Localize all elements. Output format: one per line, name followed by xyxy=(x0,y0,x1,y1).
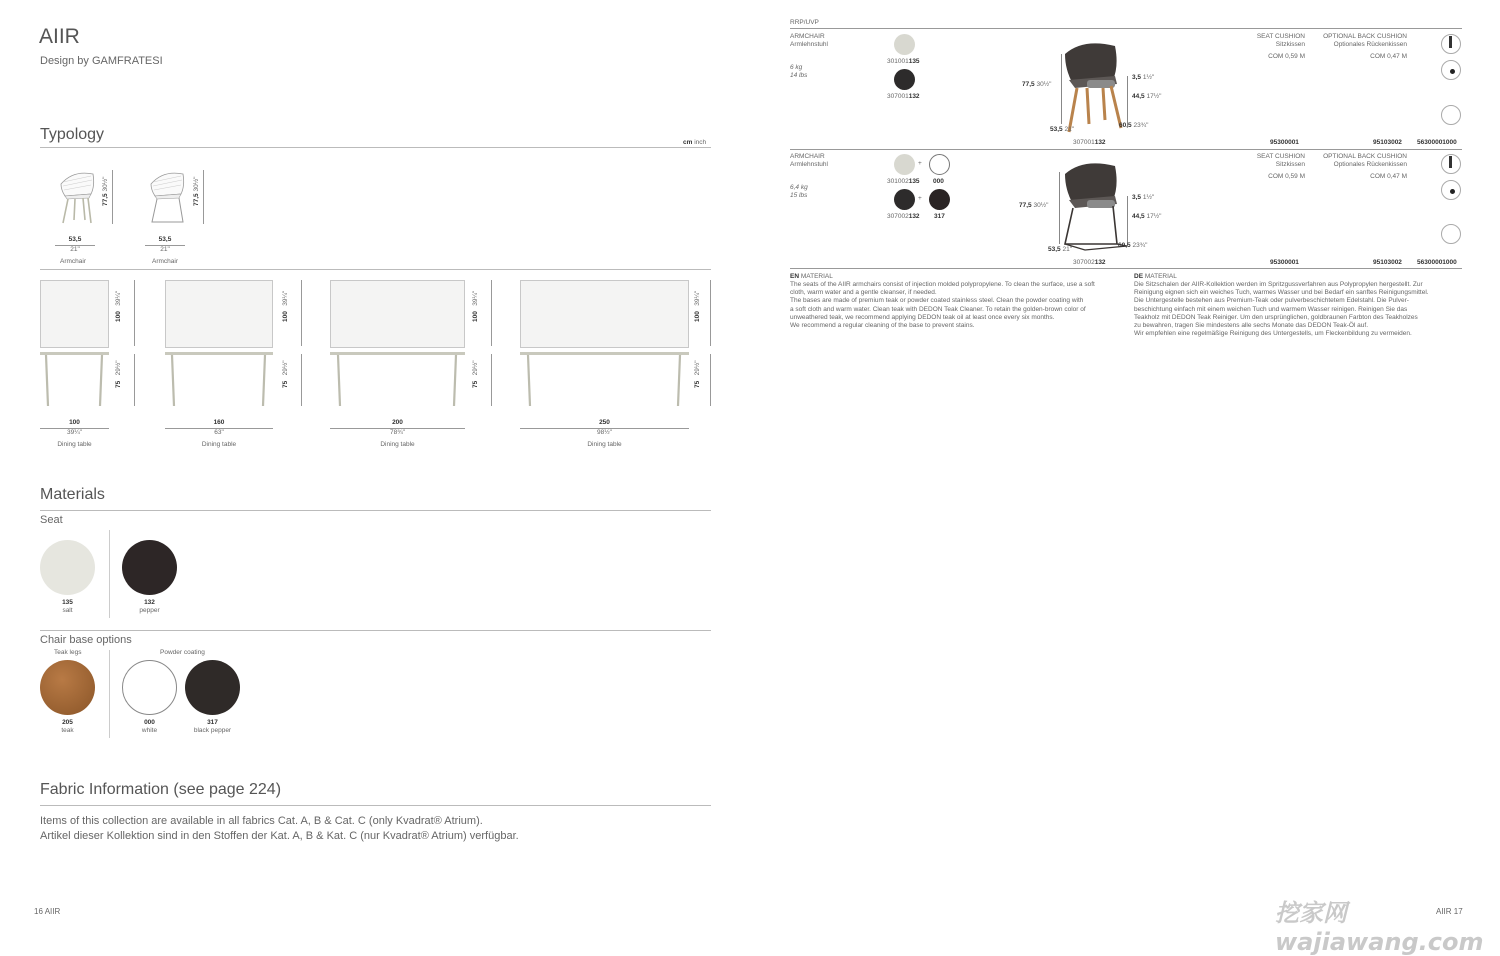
materials-divider xyxy=(40,510,711,511)
p2-swatch-salt xyxy=(894,154,915,175)
material-de: DE MATERIAL Die Sitzschalen der AIIR-Kollektion werden im Spritzgussverfahren aus Polypropylen hergestellt. Zur Reinigung eignen sich ein weiches Tuch, warmes Wasser und bei Bedarf ein sanftes Reinigungsmittel. Die Untergestelle bestehen aus Premium-Teak oder pulverbeschichtetem Edelstahl. Die Pulver- beschichtung einfach mit einem weichen Tuch und warmem Wasser reinigen. Reinigen Sie das Teakholz mit DEDON Teak Reiniger. Um den ursprünglichen, goldbraunen Farbton des Teakholzes zu bewahren, tragen Sie mindestens alle sechs Monate das DEDON Teak-Öl auf. Wir empfehlen eine regelmäßige Reinigung des Untergestells, um Fleckenbildung zu vermeiden. xyxy=(1134,273,1429,337)
page-title: AIIR xyxy=(39,25,80,48)
table4-depth-line xyxy=(710,280,711,346)
p2-dim-height: 77,5 30½" xyxy=(1019,202,1049,209)
designer-credit: Design by GAMFRATESI xyxy=(40,55,163,67)
base-divider xyxy=(40,630,711,631)
table4-top-view xyxy=(520,280,689,348)
p2-back-cushion: OPTIONAL BACK CUSHION Optionales Rückenkissen COM 0,47 M xyxy=(1323,153,1407,181)
p1-dim-height: 77,5 30½" xyxy=(1022,81,1052,88)
p2-swatch-black-pepper xyxy=(929,189,950,210)
care-symbol-icon xyxy=(1441,34,1461,54)
units-label xyxy=(683,139,706,147)
table1-height: 75 29½" xyxy=(115,360,122,388)
p2-height-line xyxy=(1059,172,1060,244)
table3-height: 75 29½" xyxy=(472,360,479,388)
p1-name: ARMCHAIR Armlehnstuhl xyxy=(790,33,828,49)
p1-code2: 307001132 xyxy=(887,93,920,100)
p2-dim-cushion: 3,5 1½" xyxy=(1132,194,1155,201)
table4-label: Dining table xyxy=(587,441,622,448)
table3-depth-line xyxy=(491,280,492,346)
chair2-height: 77,5 30½" xyxy=(193,176,200,206)
table2-height: 75 29½" xyxy=(282,360,289,388)
seat-pepper-label: 132 pepper xyxy=(139,599,160,615)
typology-heading: Typology xyxy=(40,126,105,143)
seat-heading: Seat xyxy=(40,514,63,526)
armchair-sketch-sled xyxy=(145,168,195,226)
p2-swatch-white xyxy=(929,154,950,175)
p1-model-code: 307001132 xyxy=(1073,139,1106,146)
table2-depth: 100 39¼" xyxy=(282,290,289,322)
base-swatch-teak xyxy=(40,660,95,715)
p1-code1: 301001135 xyxy=(887,58,920,65)
fabric-text-en: Items of this collection are available in all fabrics Cat. A, B & Cat. C (only Kvadrat® Atrium). xyxy=(40,815,483,827)
table2-side-view xyxy=(165,352,273,408)
table1-side-view xyxy=(40,352,109,408)
p1-article-2: 95103002 xyxy=(1373,139,1402,146)
table2-label: Dining table xyxy=(201,441,237,448)
base-heading: Chair base options xyxy=(40,634,132,646)
table4-height-line xyxy=(710,354,711,406)
stackable-icon xyxy=(1441,224,1461,244)
table4-side-view xyxy=(520,352,689,408)
armchair-sketch-teak xyxy=(55,168,105,226)
p2-swatch-pepper xyxy=(894,189,915,210)
watermark: 挖家网 wajiawang.com xyxy=(1275,899,1484,956)
chair1-height: 77,5 30½" xyxy=(102,176,109,206)
base-white-label: 000 white xyxy=(141,719,158,735)
p1-seat-line xyxy=(1127,76,1128,126)
table4-width: 250 98½" xyxy=(520,419,689,437)
care-symbol-icon xyxy=(1441,154,1461,174)
p1-dim-depth: 60,5 23¾" xyxy=(1119,122,1149,129)
table2-top-view xyxy=(165,280,273,348)
p2-dim-depth: 60,5 23¾" xyxy=(1118,242,1148,249)
table2-depth-line xyxy=(301,280,302,346)
materials-heading: Materials xyxy=(40,486,105,503)
table3-height-line xyxy=(491,354,492,406)
seat-swatch-pepper xyxy=(122,540,177,595)
p2-name: ARMCHAIR Armlehnstuhl xyxy=(790,153,828,169)
p1-divider xyxy=(790,149,1462,150)
table1-top-view xyxy=(40,280,109,348)
color-dot-icon xyxy=(1441,60,1461,80)
table2-height-line xyxy=(301,354,302,406)
table1-width: 100 39¼" xyxy=(40,419,109,437)
base-teak-label: 205 teak xyxy=(61,719,74,735)
p1-height-line xyxy=(1061,54,1062,124)
footer-left: 16 AIIR xyxy=(34,907,61,916)
p2-seat-line xyxy=(1127,196,1128,246)
p2-article-2: 95103002 xyxy=(1373,259,1402,266)
p1-dim-cushion: 3,5 1½" xyxy=(1132,74,1155,81)
p2-code2b: 317 xyxy=(934,213,945,220)
tables-divider xyxy=(40,269,711,270)
footer-right: AIIR 17 xyxy=(1436,907,1463,916)
table3-width: 200 78¾" xyxy=(330,419,465,437)
p2-plus-1: + xyxy=(918,160,922,167)
chair1-height-line xyxy=(112,170,113,224)
typology-divider xyxy=(40,147,711,148)
chair2-label: Armchair xyxy=(151,258,178,265)
seat-swatch-salt xyxy=(40,540,95,595)
powder-coating-label: Powder coating xyxy=(160,649,205,656)
p2-seat-cushion: SEAT CUSHION Sitzkissen COM 0,59 M xyxy=(1256,153,1305,181)
chair2-height-line xyxy=(203,170,204,224)
table3-depth: 100 39¼" xyxy=(472,290,479,322)
p2-plus-2: + xyxy=(918,195,922,202)
p2-dim-seat: 44,5 17½" xyxy=(1132,213,1162,220)
p2-article-3: 56300001000 xyxy=(1417,259,1457,266)
p2-code1: 301002135 xyxy=(887,178,920,185)
table1-height-line xyxy=(134,354,135,406)
base-swatch-black-pepper xyxy=(185,660,240,715)
seat-separator xyxy=(109,530,110,618)
table4-height: 75 29½" xyxy=(694,360,701,388)
table4-depth: 100 39¼" xyxy=(694,290,701,322)
material-en: EN MATERIAL The seats of the AIIR armchairs consist of injection molded polypropylene. To clean the surface, use a soft cloth, warm water and a gentle cleanser, if needed. The bases are made of premium teak or powder coated stainless steel. Clean the powder coating with a soft cloth and warm water. Clean teak with DEDON Teak Cleaner. To retain the golden-brown color of unweathered teak, we recommend applying DEDON teak oil at least once every six months. We recommend a regular cleaning of the base to prevent stains. xyxy=(790,273,1095,329)
teak-legs-label: Teak legs xyxy=(54,649,82,656)
p1-dim-width: 53,5 21" xyxy=(1050,126,1075,133)
rrp-label: RRP/UVP xyxy=(790,19,819,26)
p2-code2: 307002132 xyxy=(887,213,920,220)
p2-divider xyxy=(790,268,1462,269)
rrp-divider xyxy=(790,28,1462,29)
p2-dim-width: 53,5 21" xyxy=(1048,246,1073,253)
base-separator xyxy=(109,650,110,738)
p1-dim-seat: 44,5 17½" xyxy=(1132,93,1162,100)
table3-top-view xyxy=(330,280,465,348)
table1-depth: 100 39¼" xyxy=(115,290,122,322)
p1-weight: 6 kg 14 lbs xyxy=(790,64,808,80)
table1-label: Dining table xyxy=(57,441,92,448)
p1-swatch-salt xyxy=(894,34,915,55)
p1-seat-cushion: SEAT CUSHION Sitzkissen COM 0,59 M xyxy=(1256,33,1305,61)
chair2-width: 53,5 21" xyxy=(145,236,185,254)
p1-swatch-pepper xyxy=(894,69,915,90)
unit-cm: cm xyxy=(683,139,693,146)
stackable-icon xyxy=(1441,105,1461,125)
color-dot-icon xyxy=(1441,180,1461,200)
base-swatch-white xyxy=(122,660,177,715)
seat-salt-label: 135 salt xyxy=(62,599,73,615)
p1-article-3: 56300001000 xyxy=(1417,139,1457,146)
table3-label: Dining table xyxy=(380,441,415,448)
p1-back-cushion: OPTIONAL BACK CUSHION Optionales Rückenkissen COM 0,47 M xyxy=(1323,33,1407,61)
table3-side-view xyxy=(330,352,465,408)
unit-inch: inch xyxy=(694,139,707,146)
chair1-label: Armchair xyxy=(59,258,86,265)
p1-article-1: 95300001 xyxy=(1270,139,1299,146)
table2-width: 160 63" xyxy=(165,419,273,437)
p2-model-code: 307002132 xyxy=(1073,259,1106,266)
fabric-divider xyxy=(40,805,711,806)
fabric-text-de: Artikel dieser Kollektion sind in den Stoffen der Kat. A, B & Kat. C (nur Kvadrat® Atrium) verfügbar. xyxy=(40,830,519,842)
table1-depth-line xyxy=(134,280,135,346)
p2-weight: 6,4 kg 15 lbs xyxy=(790,184,808,200)
base-black-pepper-label: 317 black pepper xyxy=(193,719,232,735)
p2-code1b: 000 xyxy=(933,178,944,185)
p2-article-1: 95300001 xyxy=(1270,259,1299,266)
fabric-heading: Fabric Information (see page 224) xyxy=(40,781,282,798)
chair1-width: 53,5 21" xyxy=(55,236,95,254)
